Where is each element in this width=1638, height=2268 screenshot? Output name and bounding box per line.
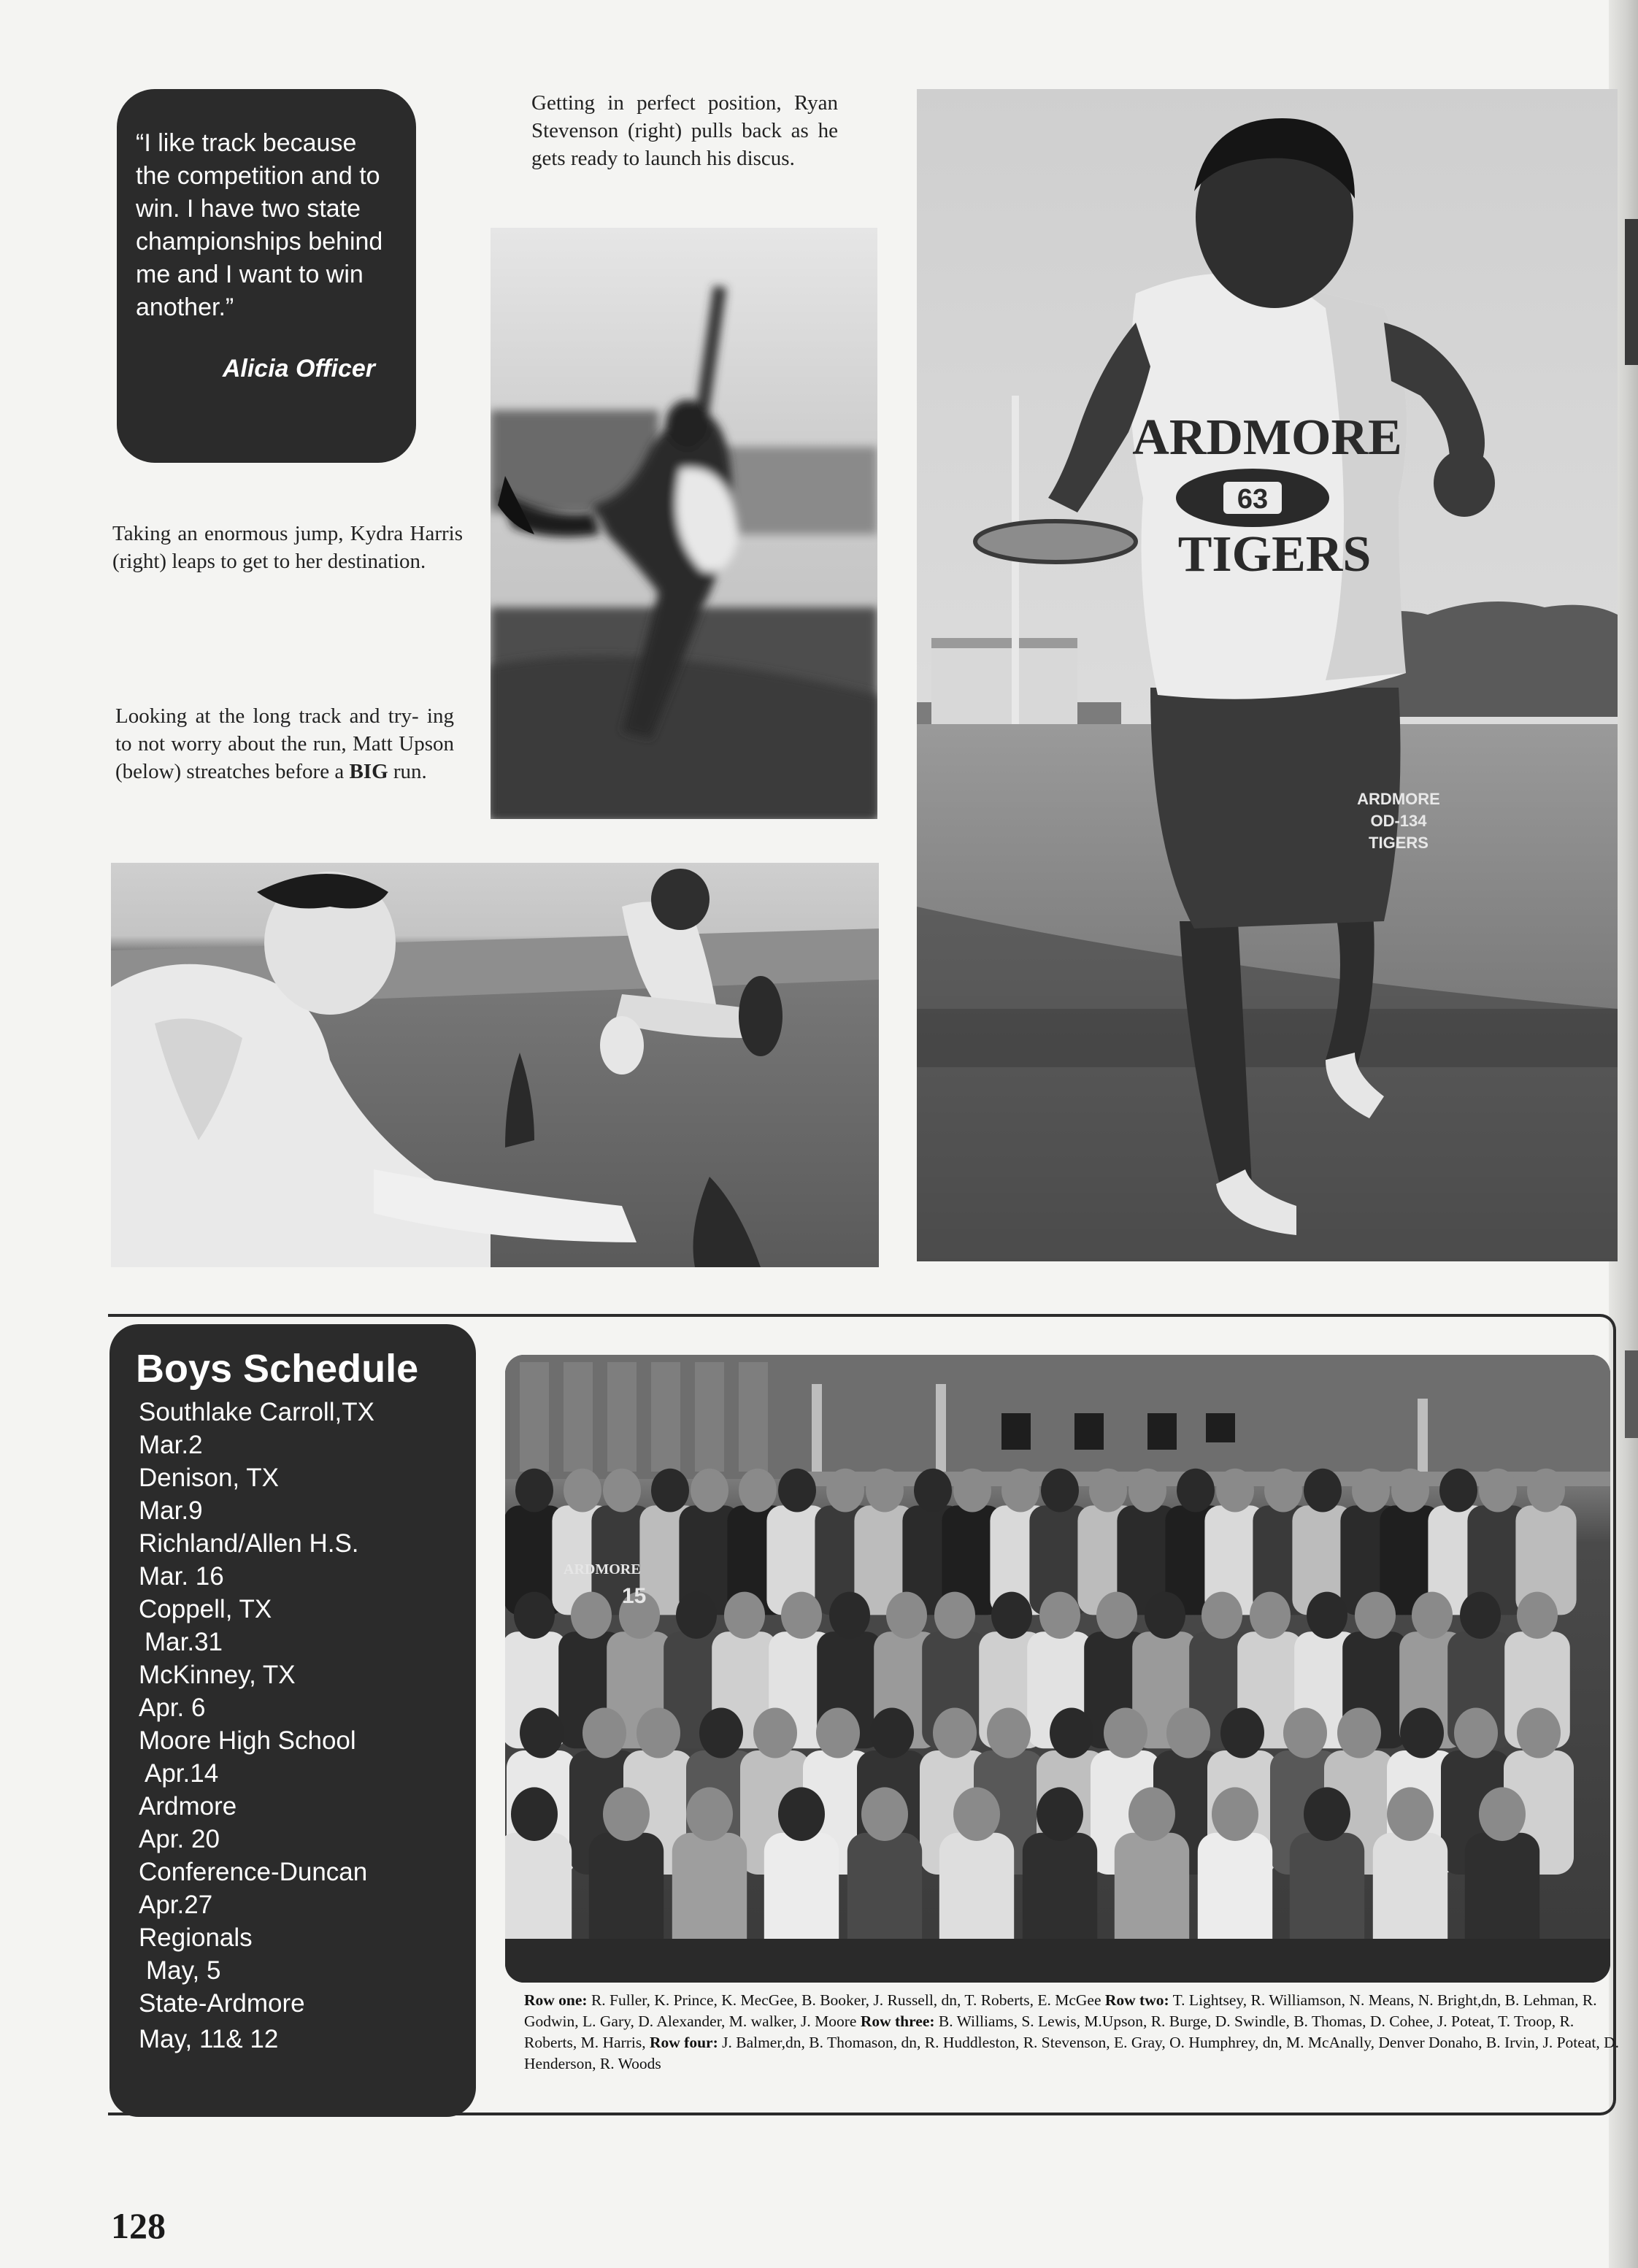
- row-one-label: Row one:: [524, 1991, 588, 2009]
- row-two-names: T. Lightsey, R. Williamson, N. Means, N. Bright,dn, B. Lehman, R. Godwin, L. Gary, D. Alexander, M. walker, J. Moore: [524, 1991, 1597, 2030]
- row-three-names: B. Williams, S. Lewis, M.Upson, R. Burge, D. Swindle, B. Thomas, D. Cohee, J. Poteat, T. Troop, R. Roberts, M. Harris,: [524, 2013, 1574, 2051]
- page-number: 128: [111, 2205, 166, 2246]
- schedule-item: May, 5: [146, 1956, 221, 1985]
- quote-author: Alicia Officer: [222, 355, 375, 383]
- discus-caption: Getting in perfect position, Ryan Stevenson (right) pulls back as he gets ready to launch his discus.: [531, 91, 838, 170]
- stretching-photo: [111, 863, 879, 1267]
- row-three-label: Row three:: [860, 2013, 935, 2030]
- quote-text: “I like track because the competition and to win. I have two state championships behind me and I want to win another.”: [136, 129, 383, 321]
- team-photo-caption: [524, 1990, 1619, 2075]
- schedule-item: Apr. 20: [139, 1825, 220, 1853]
- schedule-item: Apr. 6: [139, 1694, 206, 1722]
- schedule-item: Southlake Carroll,TX: [139, 1398, 374, 1426]
- schedule-item: Regionals: [139, 1923, 253, 1952]
- binding-shadow: [1625, 219, 1638, 365]
- schedule-item: Ardmore: [139, 1792, 237, 1821]
- schedule-item: McKinney, TX: [139, 1661, 296, 1689]
- schedule-item: Moore High School: [139, 1726, 356, 1755]
- shirt-school-text: ARDMORE: [1132, 410, 1402, 466]
- team-photo: [505, 1355, 1610, 1983]
- schedule-item: Richland/Allen H.S.: [139, 1529, 359, 1558]
- row-one-names: R. Fuller, K. Prince, K. MecGee, B. Booker, J. Russell, dn, T. Roberts, E. McGee: [587, 1991, 1105, 2009]
- shirt-number-text: 63: [1237, 484, 1269, 515]
- schedule-item: Mar.31: [145, 1628, 223, 1656]
- schedule-item: State-Ardmore: [139, 1989, 305, 2018]
- binding-shadow: [1625, 1350, 1638, 1438]
- quote-box: [117, 89, 416, 463]
- row-four-names: J. Balmer,dn, B. Thomason, dn, R. Huddleston, R. Stevenson, E. Gray, O. Humphrey, dn, M. McAnally, Denver Donaho, B. Irvin, J. Poteat, D. Henderson, R. Woods: [524, 2034, 1619, 2072]
- team-jersey-text: ARDMORE: [564, 1561, 641, 1577]
- team-jersey-number: 15: [622, 1584, 647, 1608]
- schedule-item: Mar.2: [139, 1431, 203, 1459]
- stretch-caption-end: run.: [388, 760, 427, 783]
- schedule-item: Apr.14: [145, 1759, 219, 1788]
- stretch-caption: [115, 702, 454, 785]
- schedule-item: Conference-Duncan: [139, 1858, 368, 1886]
- shorts-mid-text: OD-134: [1370, 812, 1427, 830]
- boys-schedule-box: [109, 1324, 476, 2117]
- schedule-item: Denison, TX: [139, 1464, 279, 1492]
- stretch-caption-bold: BIG: [349, 760, 388, 783]
- schedule-item: Mar. 16: [139, 1562, 224, 1591]
- stretch-caption-text: Looking at the long track and try- ing to not worry about the run, Matt Upson (below) streatches before a: [115, 704, 454, 783]
- schedule-item: Coppell, TX: [139, 1595, 272, 1623]
- row-two-label: Row two:: [1104, 1991, 1169, 2009]
- schedule-title: Boys Schedule: [136, 1347, 419, 1391]
- schedule-item: Apr.27: [139, 1891, 213, 1919]
- shirt-team-text: TIGERS: [1177, 526, 1372, 583]
- schedule-item: Mar.9: [139, 1496, 203, 1525]
- row-four-label: Row four:: [649, 2034, 718, 2051]
- shorts-top-text: ARDMORE: [1357, 790, 1440, 808]
- long-jump-photo: [491, 228, 877, 819]
- schedule-item: May, 11& 12: [139, 2025, 279, 2053]
- jump-caption: Taking an enormous jump, Kydra Harris (right) leaps to get to her destination.: [112, 522, 463, 573]
- shorts-bottom-text: TIGERS: [1369, 834, 1429, 852]
- discus-photo: [917, 89, 1618, 1261]
